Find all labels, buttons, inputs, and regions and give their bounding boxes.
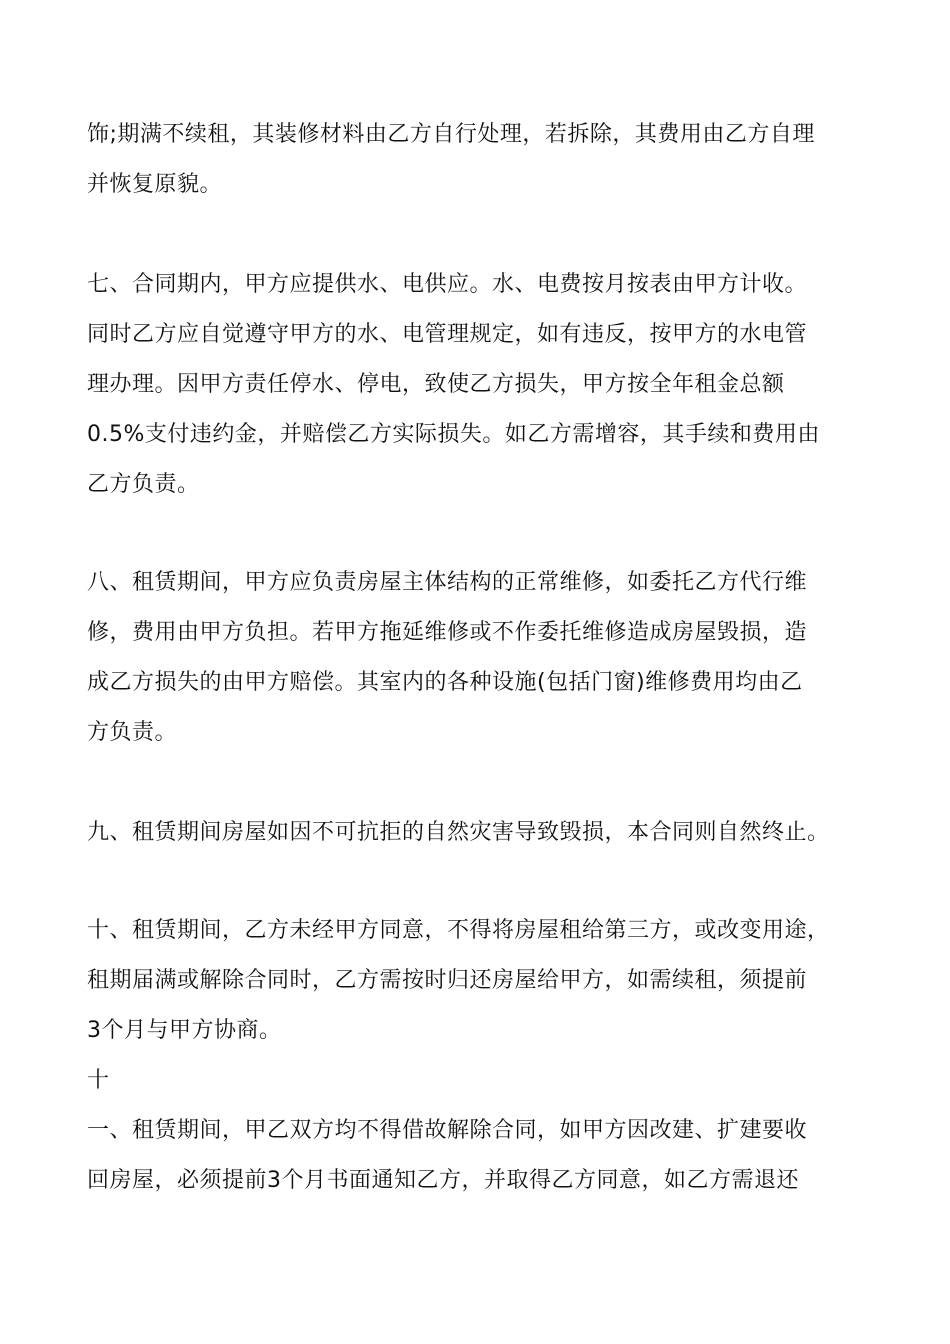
text-line: 租期届满或解除合同时，乙方需按时归还房屋给甲方，如需续租，须提前 (87, 968, 808, 993)
text-line: 八、租赁期间，甲方应负责房屋主体结构的正常维修，如委托乙方代行维 (87, 570, 808, 595)
text-line: 乙方负责。 (87, 472, 200, 497)
text-line: 成乙方损失的由甲方赔偿。其室内的各种设施(包括门窗)维修费用均由乙 (87, 670, 803, 695)
text-line: 九、租赁期间房屋如因不可抗拒的自然灾害导致毁损，本合同则自然终止。 (87, 820, 830, 845)
text-line: 十 (87, 1068, 110, 1093)
text-line: 同时乙方应自觉遵守甲方的水、电管理规定，如有违反，按甲方的水电管 (87, 322, 808, 347)
text-line: 方负责。 (87, 720, 178, 745)
text-line: 饰;期满不续租，其装修材料由乙方自行处理，若拆除，其费用由乙方自理 (87, 122, 815, 147)
text-line: 并恢复原貌。 (87, 172, 223, 197)
text-line: 回房屋，必须提前3个月书面通知乙方，并取得乙方同意，如乙方需退还 (87, 1168, 799, 1193)
text-line: 七、合同期内，甲方应提供水、电供应。水、电费按月按表由甲方计收。 (87, 272, 808, 297)
text-line: 十、租赁期间，乙方未经甲方同意，不得将房屋租给第三方，或改变用途， (87, 918, 830, 943)
text-line: 3个月与甲方协商。 (87, 1018, 282, 1043)
text-line: 一、租赁期间，甲乙双方均不得借故解除合同，如甲方因改建、扩建要收 (87, 1118, 808, 1143)
text-line: 0.5%支付违约金，并赔偿乙方实际损失。如乙方需增容，其手续和费用由 (87, 422, 820, 447)
text-line: 理办理。因甲方责任停水、停电，致使乙方损失，甲方按全年租金总额 (87, 372, 785, 397)
text-line: 修，费用由甲方负担。若甲方拖延维修或不作委托维修造成房屋毁损，造 (87, 620, 808, 645)
